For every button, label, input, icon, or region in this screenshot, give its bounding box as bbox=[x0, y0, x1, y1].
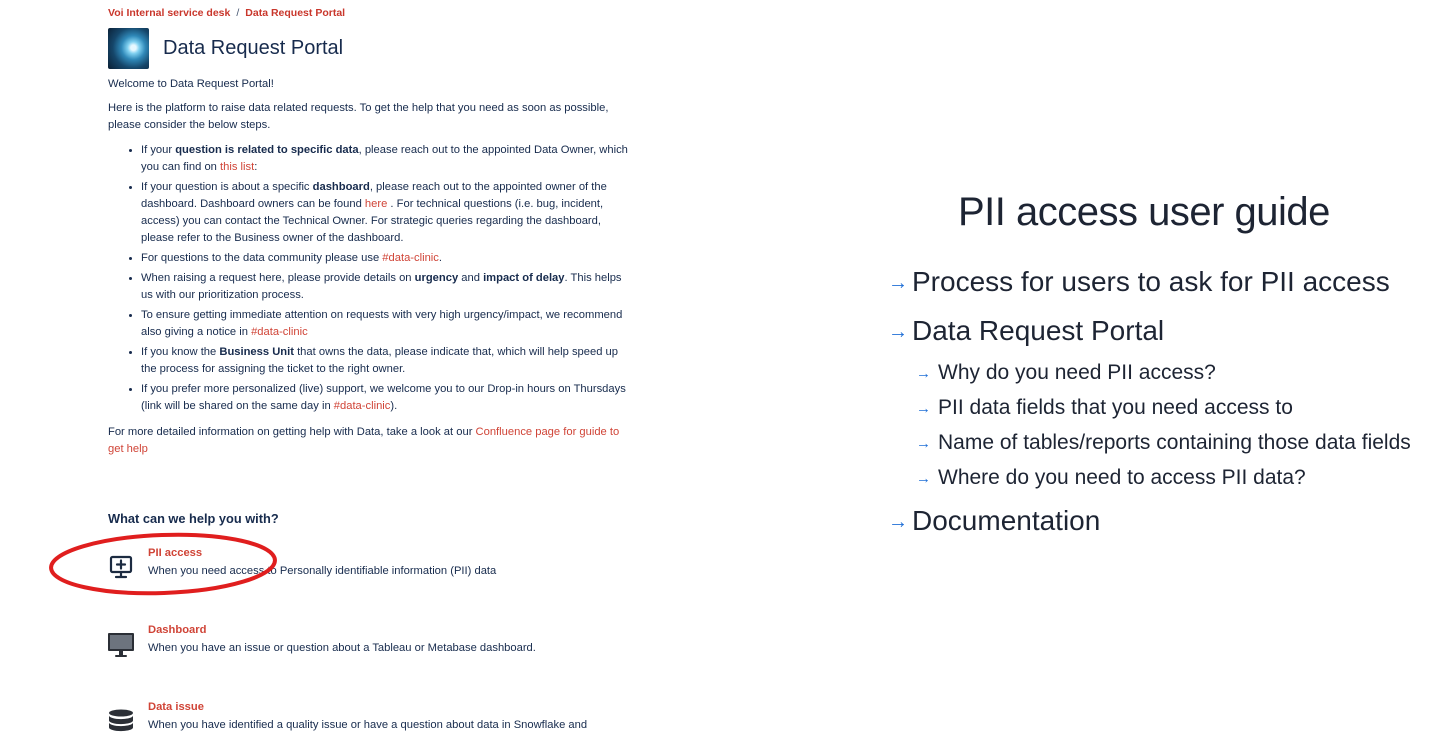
guide-subitem-label: PII data fields that you need access to bbox=[938, 396, 1293, 419]
pii-access-description: When you need access to Personally identifiable information (PII) data bbox=[148, 565, 497, 577]
breadcrumb-home-link[interactable]: Voi Internal service desk bbox=[108, 7, 231, 19]
guide-item-portal bbox=[888, 315, 1164, 347]
step-text: . This helps us with our prioritization process. bbox=[141, 272, 622, 301]
data-clinic-link[interactable]: #data-clinic bbox=[333, 400, 391, 412]
this-list-link[interactable]: this list bbox=[220, 161, 255, 173]
guide-subitem-label: Name of tables/reports containing those data fields bbox=[938, 431, 1411, 454]
step-emphasis: impact of delay bbox=[483, 272, 565, 284]
data-clinic-link[interactable]: #data-clinic bbox=[251, 326, 308, 338]
step-text: . For technical questions (i.e. bug, incident, access) you can contact the Technical Owner. For strategic queries regarding the dashboard, please refer to the Business owner of the dashboard. bbox=[141, 198, 604, 244]
dashboard-description: When you have an issue or question about a Tableau or Metabase dashboard. bbox=[148, 642, 536, 654]
step-text: : bbox=[254, 161, 258, 173]
arrow-right-icon: → bbox=[916, 469, 931, 487]
guide-item-documentation bbox=[888, 505, 1100, 537]
steps-list bbox=[108, 142, 628, 415]
database-icon bbox=[106, 707, 136, 737]
arrow-right-icon: → bbox=[916, 434, 931, 452]
arrow-right-icon: → bbox=[888, 321, 908, 344]
step-text: When raising a request here, please provide details on bbox=[141, 272, 415, 284]
data-issue-title[interactable]: Data issue bbox=[148, 701, 204, 713]
data-issue-description: When you have identified a quality issue or have a question about data in Snowflake and bbox=[148, 719, 588, 731]
pii-access-title[interactable]: PII access bbox=[148, 547, 203, 559]
step-text: , please reach out to the appointed owner of the dashboard. Dashboard owners can be found bbox=[141, 181, 607, 210]
arrow-right-icon: → bbox=[916, 399, 931, 417]
intro-text: Here is the platform to raise data related requests. To get the help that you need as soon as possible, please consider the below steps. bbox=[108, 102, 609, 131]
data-clinic-link[interactable]: #data-clinic bbox=[382, 252, 439, 264]
guide-subitem-fields bbox=[916, 396, 1293, 420]
guide-item-process bbox=[888, 266, 1390, 298]
breadcrumb-current-link[interactable]: Data Request Portal bbox=[245, 7, 346, 19]
list-item bbox=[141, 307, 628, 341]
list-item bbox=[141, 142, 628, 176]
service-desk-panel bbox=[0, 0, 640, 743]
list-item bbox=[141, 344, 628, 378]
step-text: If you prefer more personalized (live) support, we welcome you to our Drop-in hours on Thursdays (link will be shared on the same day in bbox=[141, 383, 626, 412]
monitor-plus-icon bbox=[106, 553, 136, 583]
guide-subitem-label: Where do you need to access PII data? bbox=[938, 466, 1306, 489]
request-type-pii-access[interactable] bbox=[106, 547, 626, 587]
step-emphasis: urgency bbox=[414, 272, 459, 284]
request-type-data-issue[interactable] bbox=[106, 701, 626, 741]
step-text: that owns the data, please indicate that, which will help speed up the process for assigning the ticket to the right owner. bbox=[141, 346, 618, 375]
arrow-right-icon: → bbox=[888, 272, 908, 295]
portal-description bbox=[108, 76, 628, 458]
step-text: and bbox=[458, 272, 484, 284]
step-text: , please reach out to the appointed Data Owner, which you can find on bbox=[141, 144, 628, 173]
guide-subitem-tables bbox=[916, 431, 1411, 455]
breadcrumb bbox=[108, 7, 345, 19]
arrow-right-icon: → bbox=[916, 364, 931, 382]
step-text: If your bbox=[141, 144, 176, 156]
dashboard-owners-link[interactable]: here bbox=[364, 198, 388, 210]
guide-subitem-why bbox=[916, 361, 1216, 385]
guide-slide bbox=[870, 0, 1456, 743]
step-text: To ensure getting immediate attention on requests with very high urgency/impact, we recommend also giving a notice in bbox=[141, 309, 623, 338]
step-emphasis: dashboard bbox=[312, 181, 370, 193]
guide-subitem-where bbox=[916, 466, 1306, 490]
confluence-guide-link[interactable]: Confluence page for guide to get help bbox=[108, 426, 620, 455]
step-text: If you know the bbox=[141, 346, 220, 358]
step-text: . bbox=[438, 252, 442, 264]
step-emphasis: question is related to specific data bbox=[175, 144, 359, 156]
step-text: If your question is about a specific bbox=[141, 181, 313, 193]
welcome-text: Welcome to Data Request Portal! bbox=[108, 78, 274, 90]
list-item bbox=[141, 179, 628, 247]
breadcrumb-separator: / bbox=[236, 7, 240, 19]
list-item bbox=[141, 250, 628, 267]
arrow-right-icon: → bbox=[888, 511, 908, 534]
guide-subitem-label: Why do you need PII access? bbox=[938, 361, 1216, 384]
page-title: Data Request Portal bbox=[163, 37, 344, 59]
more-info-text bbox=[108, 424, 628, 458]
step-emphasis: Business Unit bbox=[219, 346, 294, 358]
dashboard-title[interactable]: Dashboard bbox=[148, 624, 207, 636]
more-info-prefix: For more detailed information on getting help with Data, take a look at our bbox=[108, 426, 476, 438]
guide-item-label: Documentation bbox=[912, 505, 1101, 536]
guide-item-label: Data Request Portal bbox=[912, 315, 1165, 346]
guide-title: PII access user guide bbox=[958, 190, 1330, 234]
portal-logo bbox=[108, 28, 149, 69]
monitor-icon bbox=[106, 630, 136, 660]
request-type-dashboard[interactable] bbox=[106, 624, 626, 664]
guide-item-label: Process for users to ask for PII access bbox=[912, 266, 1390, 297]
step-text: ). bbox=[390, 400, 398, 412]
list-item bbox=[141, 270, 628, 304]
help-heading: What can we help you with? bbox=[108, 511, 279, 526]
step-text: For questions to the data community please use bbox=[141, 252, 383, 264]
list-item bbox=[141, 381, 628, 415]
